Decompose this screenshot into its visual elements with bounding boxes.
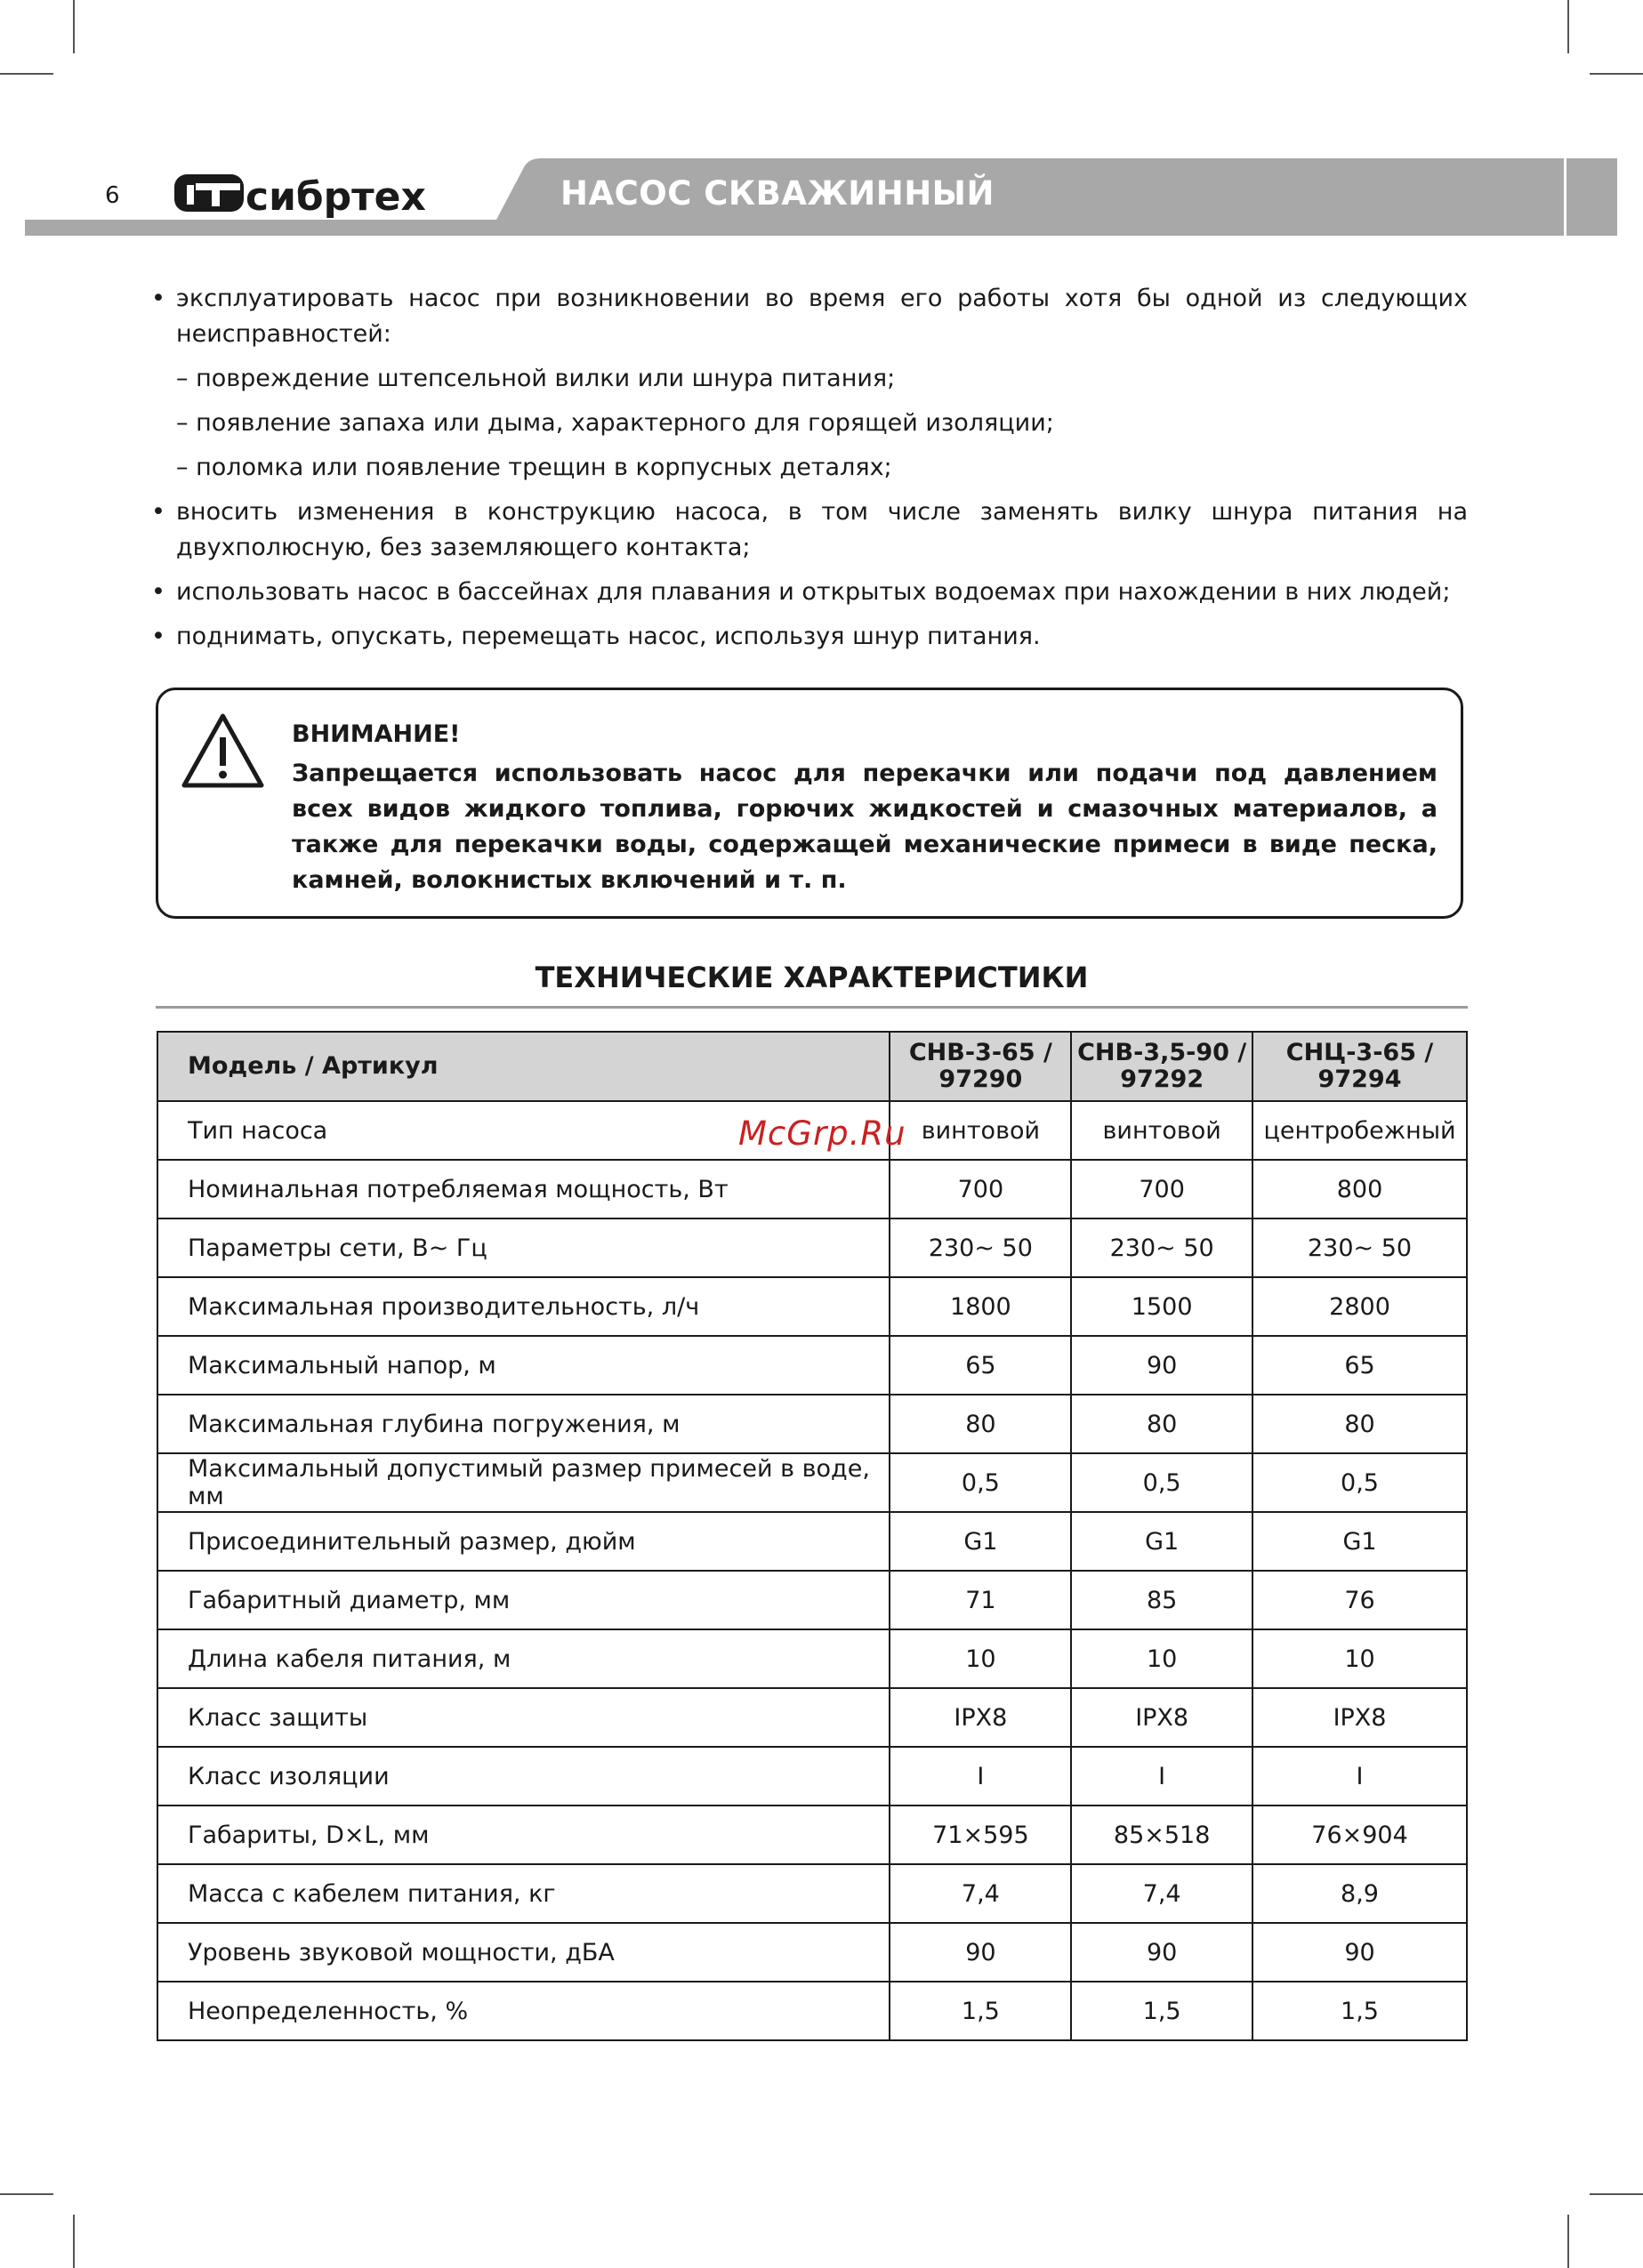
- value-cell: 90: [1252, 1923, 1467, 1982]
- value-cell: G1: [890, 1512, 1071, 1571]
- list-item: • эксплуатировать насос при возникновении во время его работы хотя бы одной из следующих неисправностей:: [151, 281, 1468, 352]
- value-cell: 700: [1071, 1160, 1252, 1218]
- value-cell: IPX8: [1252, 1688, 1467, 1747]
- crop-mark: [1567, 2215, 1569, 2268]
- crop-mark: [73, 2215, 75, 2268]
- parameter-cell: Габаритный диаметр, мм: [157, 1571, 890, 1629]
- table-row: [157, 1806, 1467, 1864]
- list-item: • использовать насос в бассейнах для плавания и открытых водоемах при нахождении в них людей;: [151, 575, 1468, 610]
- value-cell: 2800: [1252, 1277, 1467, 1336]
- value-cell: 71: [890, 1571, 1071, 1629]
- brand-logo: [174, 165, 450, 219]
- value-cell: 76: [1252, 1571, 1467, 1629]
- value-cell: 1,5: [1252, 1982, 1467, 2040]
- parameter-cell: Максимальная глубина погружения, м: [157, 1395, 890, 1453]
- value-cell: 85: [1071, 1571, 1252, 1629]
- parameter-cell: Параметры сети, В~ Гц: [157, 1218, 890, 1277]
- table-row: [157, 1512, 1467, 1571]
- warning-title: ВНИМАНИЕ!: [292, 720, 461, 748]
- list-item: • поднимать, опускать, перемещать насос, используя шнур питания.: [151, 619, 1468, 655]
- value-cell: 1,5: [1071, 1982, 1252, 2040]
- parameter-cell: Максимальный напор, м: [157, 1336, 890, 1395]
- table-row: [157, 1629, 1467, 1688]
- value-cell: I: [890, 1747, 1071, 1806]
- brand-name: сибртех: [246, 174, 426, 219]
- value-cell: 65: [890, 1336, 1071, 1395]
- value-cell: I: [1071, 1747, 1252, 1806]
- list-subitem: – повреждение штепсельной вилки или шнура питания;: [176, 365, 896, 392]
- section-title: ТЕХНИЧЕСКИЕ ХАРАКТЕРИСТИКИ: [535, 961, 1089, 994]
- specs-table: [157, 1031, 1468, 2041]
- crop-mark: [0, 2193, 53, 2195]
- parameter-cell: Уровень звуковой мощности, дБА: [157, 1923, 890, 1982]
- value-cell: 1,5: [890, 1982, 1071, 2040]
- parameter-cell: Тип насоса: [157, 1101, 890, 1160]
- prohibition-list: [151, 281, 1468, 655]
- parameter-cell: Максимальная производительность, л/ч: [157, 1277, 890, 1336]
- value-cell: винтовой: [1071, 1101, 1252, 1160]
- value-cell: 1800: [890, 1277, 1071, 1336]
- parameter-cell: Класс изоляции: [157, 1747, 890, 1806]
- value-cell: 800: [1252, 1160, 1467, 1218]
- value-cell: 10: [1252, 1629, 1467, 1688]
- table-row: [157, 1747, 1467, 1806]
- value-cell: 76×904: [1252, 1806, 1467, 1864]
- table-row: [157, 1923, 1467, 1982]
- crop-mark: [1567, 0, 1569, 53]
- value-cell: 0,5: [1071, 1453, 1252, 1512]
- table-row: [157, 1218, 1467, 1277]
- value-cell: 80: [1071, 1395, 1252, 1453]
- crop-mark: [1590, 73, 1643, 75]
- value-cell: 10: [890, 1629, 1071, 1688]
- parameter-cell: Длина кабеля питания, м: [157, 1629, 890, 1688]
- column-header: СНЦ-3-65 / 97294: [1252, 1032, 1467, 1101]
- parameter-cell: Номинальная потребляемая мощность, Вт: [157, 1160, 890, 1218]
- crop-mark: [0, 73, 53, 75]
- column-header: Модель / Артикул: [157, 1032, 890, 1101]
- value-cell: 0,5: [890, 1453, 1071, 1512]
- section-divider: [156, 1006, 1468, 1009]
- column-header: СНВ-3-65 / 97290: [890, 1032, 1071, 1101]
- value-cell: 7,4: [1071, 1864, 1252, 1923]
- value-cell: 7,4: [890, 1864, 1071, 1923]
- table-row: [157, 1395, 1467, 1453]
- value-cell: 80: [1252, 1395, 1467, 1453]
- value-cell: винтовой: [890, 1101, 1071, 1160]
- table-row: [157, 1571, 1467, 1629]
- parameter-cell: Максимальный допустимый размер примесей в воде, мм: [157, 1453, 890, 1512]
- table-row: [157, 1688, 1467, 1747]
- table-row: [157, 1160, 1467, 1218]
- table-row: [157, 1453, 1467, 1512]
- warning-box: [156, 688, 1463, 919]
- value-cell: 90: [1071, 1923, 1252, 1982]
- page-title: НАСОС СКВАЖИННЫЙ: [560, 174, 995, 213]
- page-number: 6: [105, 182, 120, 209]
- value-cell: центробежный: [1252, 1101, 1467, 1160]
- value-cell: G1: [1252, 1512, 1467, 1571]
- list-item: • вносить изменения в конструкцию насоса, в том числе заменять вилку шнура питания на двухполюсную, без заземляющего контакта;: [151, 495, 1468, 566]
- value-cell: 0,5: [1252, 1453, 1467, 1512]
- parameter-cell: Присоединительный размер, дюйм: [157, 1512, 890, 1571]
- value-cell: 90: [890, 1923, 1071, 1982]
- table-row: [157, 1982, 1467, 2040]
- value-cell: 700: [890, 1160, 1071, 1218]
- table-row: [157, 1864, 1467, 1923]
- table-body: [157, 1101, 1467, 2040]
- table-row: [157, 1336, 1467, 1395]
- warning-text: Запрещается использовать насос для перекачки или подачи под давлением всех видов жидкого топлива, горючих жидкостей и смазочных материалов, а также для перекачки воды, содержащей механические примеси в виде песка, камней, волокнистых включений и т. п.: [292, 760, 1438, 894]
- warning-icon: [181, 712, 265, 789]
- value-cell: 230~ 50: [890, 1218, 1071, 1277]
- crop-mark: [1590, 2193, 1643, 2195]
- table-row: [157, 1277, 1467, 1336]
- value-cell: 80: [890, 1395, 1071, 1453]
- value-cell: 10: [1071, 1629, 1252, 1688]
- table-header-row: [157, 1032, 1467, 1101]
- column-header: СНВ-3,5-90 / 97292: [1071, 1032, 1252, 1101]
- watermark: McGrp.Ru: [738, 1114, 906, 1153]
- parameter-cell: Неопределенность, %: [157, 1982, 890, 2040]
- value-cell: 85×518: [1071, 1806, 1252, 1864]
- value-cell: 90: [1071, 1336, 1252, 1395]
- value-cell: 1500: [1071, 1277, 1252, 1336]
- value-cell: IPX8: [890, 1688, 1071, 1747]
- parameter-cell: Масса с кабелем питания, кг: [157, 1864, 890, 1923]
- list-subitem: – появление запаха или дыма, характерного для горящей изоляции;: [176, 409, 1054, 437]
- parameter-cell: Габариты, D×L, мм: [157, 1806, 890, 1864]
- value-cell: 230~ 50: [1071, 1218, 1252, 1277]
- list-subitem: – поломка или появление трещин в корпусных деталях;: [176, 454, 892, 481]
- value-cell: 230~ 50: [1252, 1218, 1467, 1277]
- value-cell: 8,9: [1252, 1864, 1467, 1923]
- crop-mark: [73, 0, 75, 53]
- parameter-cell: Класс защиты: [157, 1688, 890, 1747]
- value-cell: I: [1252, 1747, 1467, 1806]
- value-cell: G1: [1071, 1512, 1252, 1571]
- value-cell: 65: [1252, 1336, 1467, 1395]
- value-cell: 71×595: [890, 1806, 1071, 1864]
- value-cell: IPX8: [1071, 1688, 1252, 1747]
